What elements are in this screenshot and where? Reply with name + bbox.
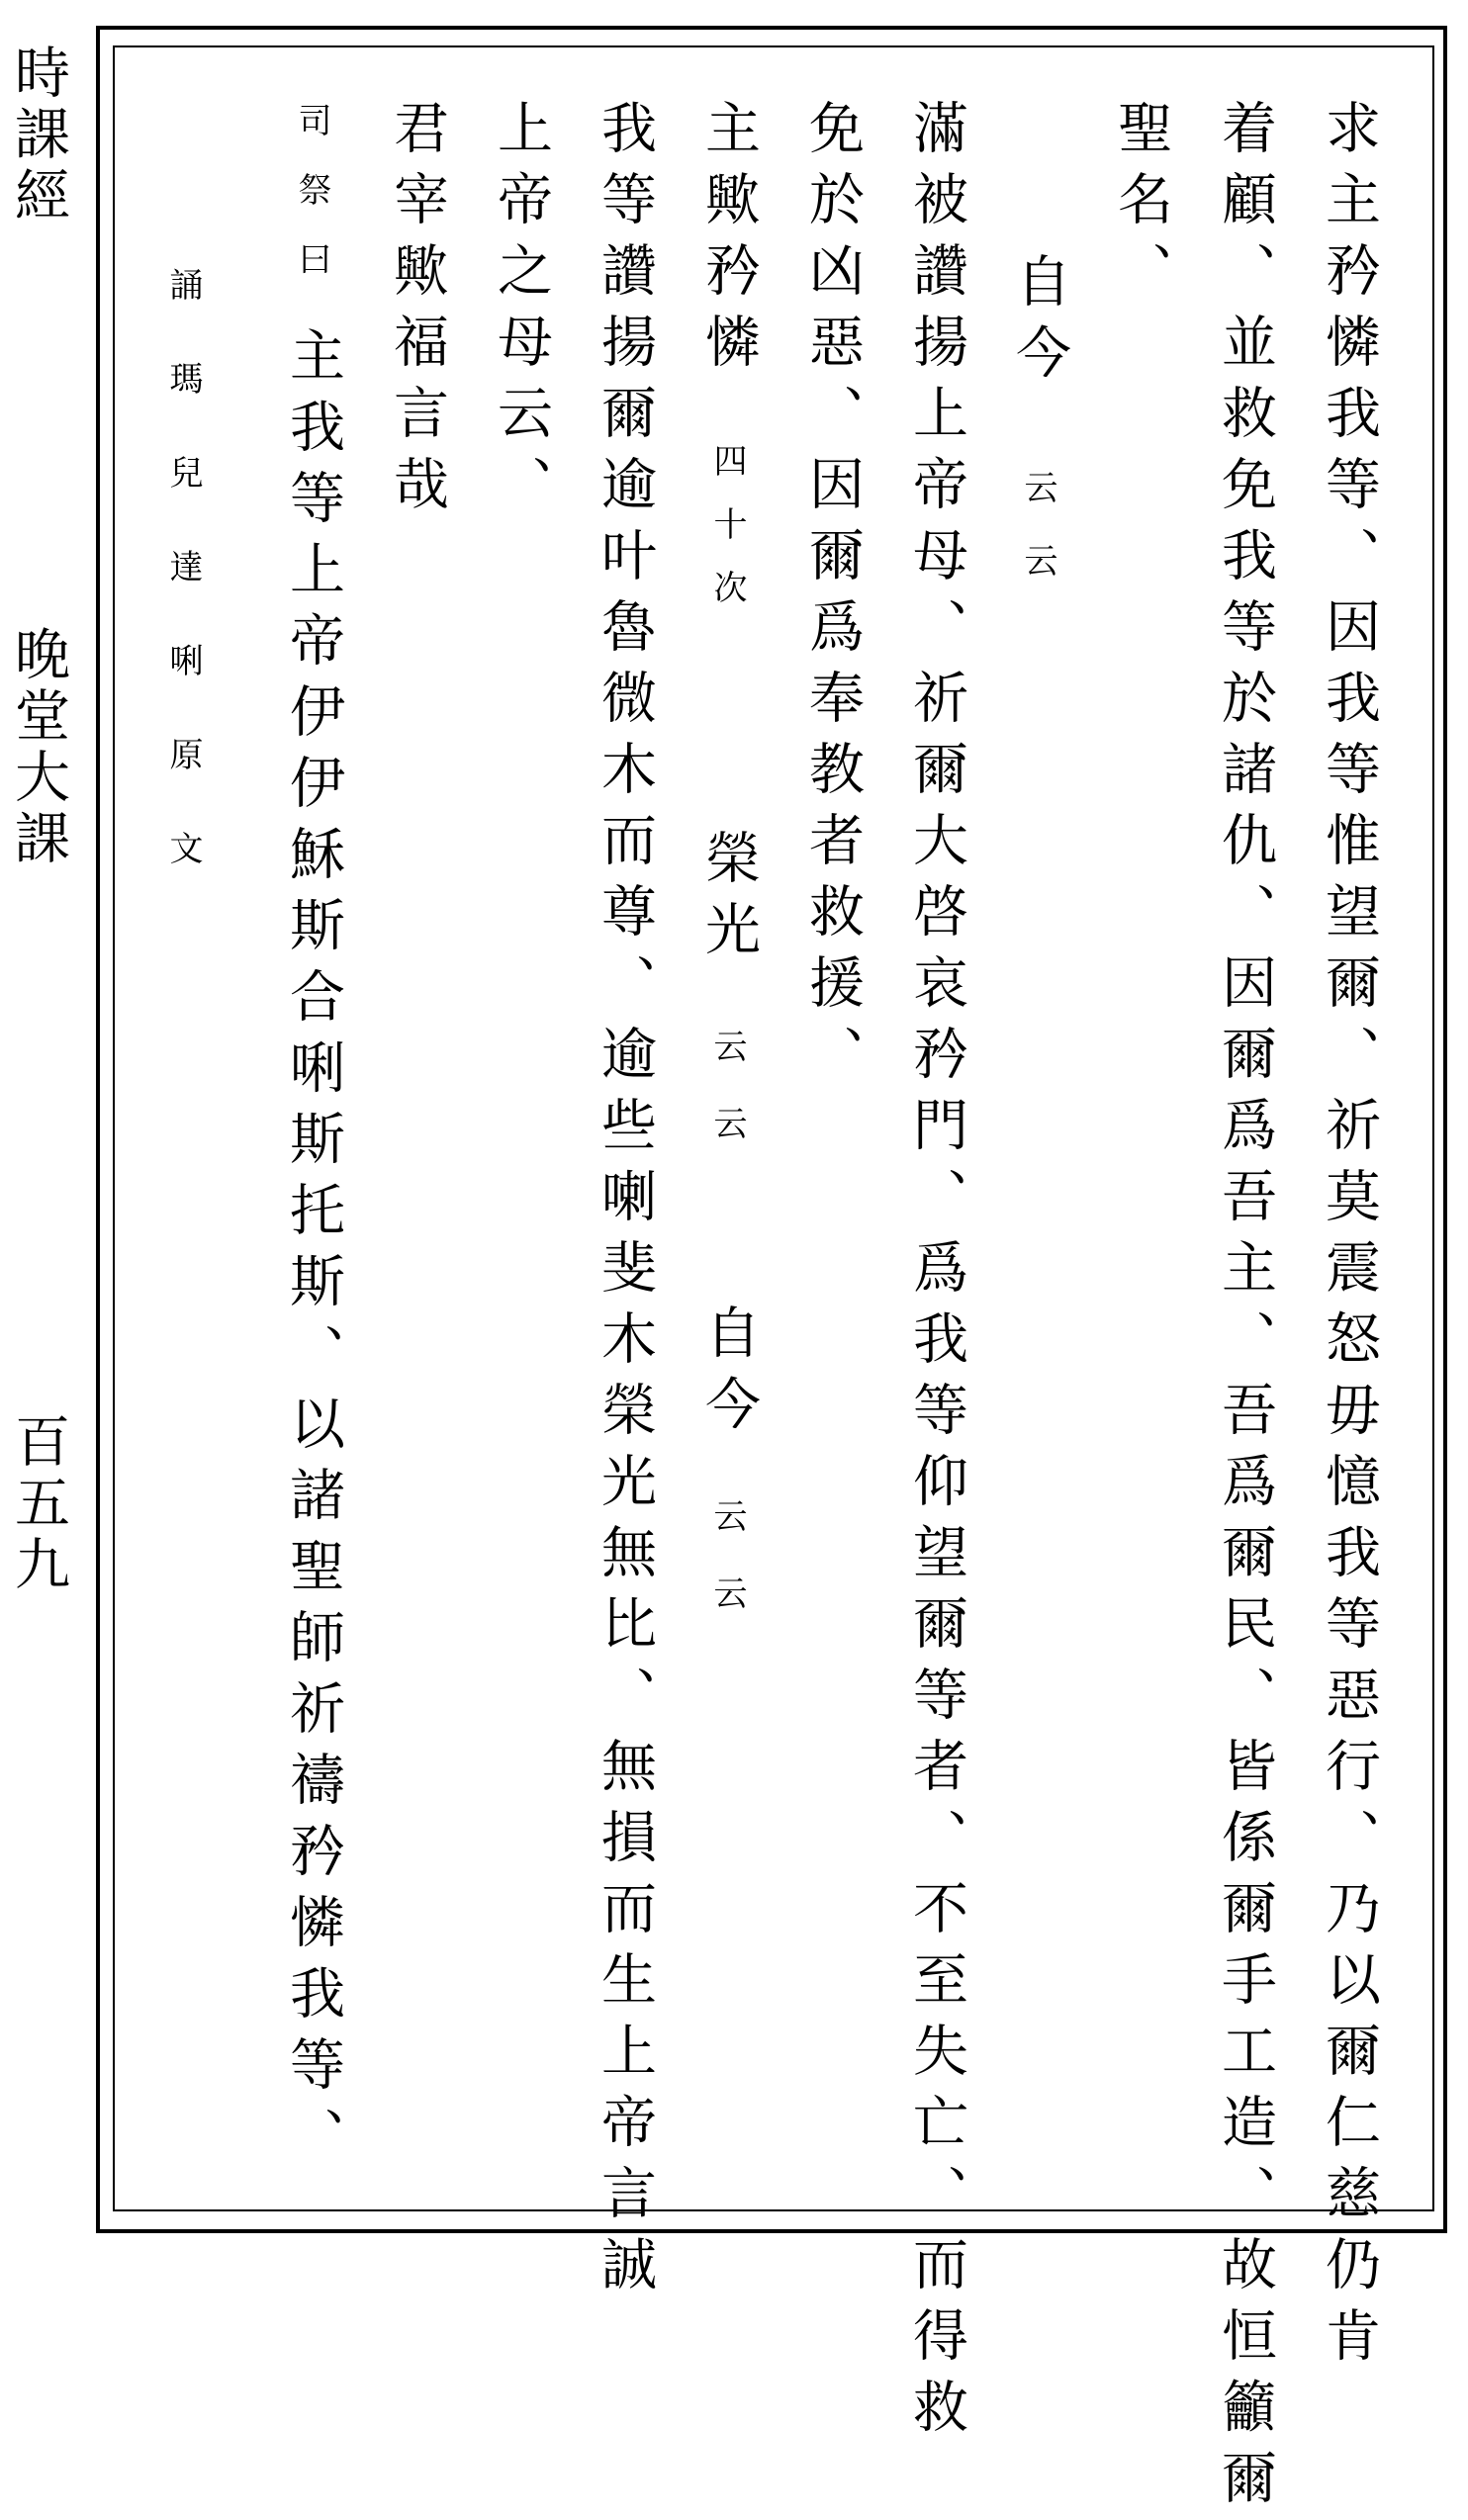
annotation-yunyun-1: 云云 [1018,470,1057,616]
text-column-7c: 自今 [696,1304,761,1446]
text-column-7b: 榮光 [696,829,761,971]
section-title: 晚堂大課 [6,625,70,870]
annotation-yunyun-3: 云云 [707,1498,747,1653]
text-column-2: 着顧、並救免我等於諸仇、因爾爲吾主、吾爲爾民、皆係爾手工造、故恒籲爾 [1213,99,1277,2520]
text-column-6: 免於凶惡、因爾爲奉教者救援、 [800,99,865,1096]
text-column-7a: 主歟矜憐 [696,99,761,384]
text-column-3: 聖名、 [1109,99,1173,313]
book-title: 時課經 [6,44,70,227]
text-column-1: 求主矜憐我等、因我等惟望爾、祈莫震怒毋憶我等惡行、乃以爾仁慈仍肯 [1317,99,1381,2378]
text-column-10: 君宰歟福言哉 [385,99,449,526]
text-column-11: 主我等上帝伊伊穌斯合唎斯托斯、以諸聖師祈禱矜憐我等、 [281,326,345,2178]
text-column-12: 誦瑪兒達唎原文 [163,267,203,925]
priest-says-label: 司祭曰 [292,103,331,311]
text-column-8: 我等讚揚爾逾叶魯微木而尊、逾些喇斐木榮光無比、無損而生上帝言誠 [593,99,657,2306]
text-column-4: 自今 [1007,252,1071,395]
text-column-5: 滿被讚揚上帝母、祈爾大啓哀矜門、爲我等仰望爾等者、不至失亡、而得救 [904,99,968,2449]
annotation-forty-times: 四十次 [707,443,747,633]
page-number: 百五九 [6,1412,70,1596]
text-column-9: 上帝之母云、 [489,99,553,526]
annotation-yunyun-2: 云云 [707,1029,747,1183]
